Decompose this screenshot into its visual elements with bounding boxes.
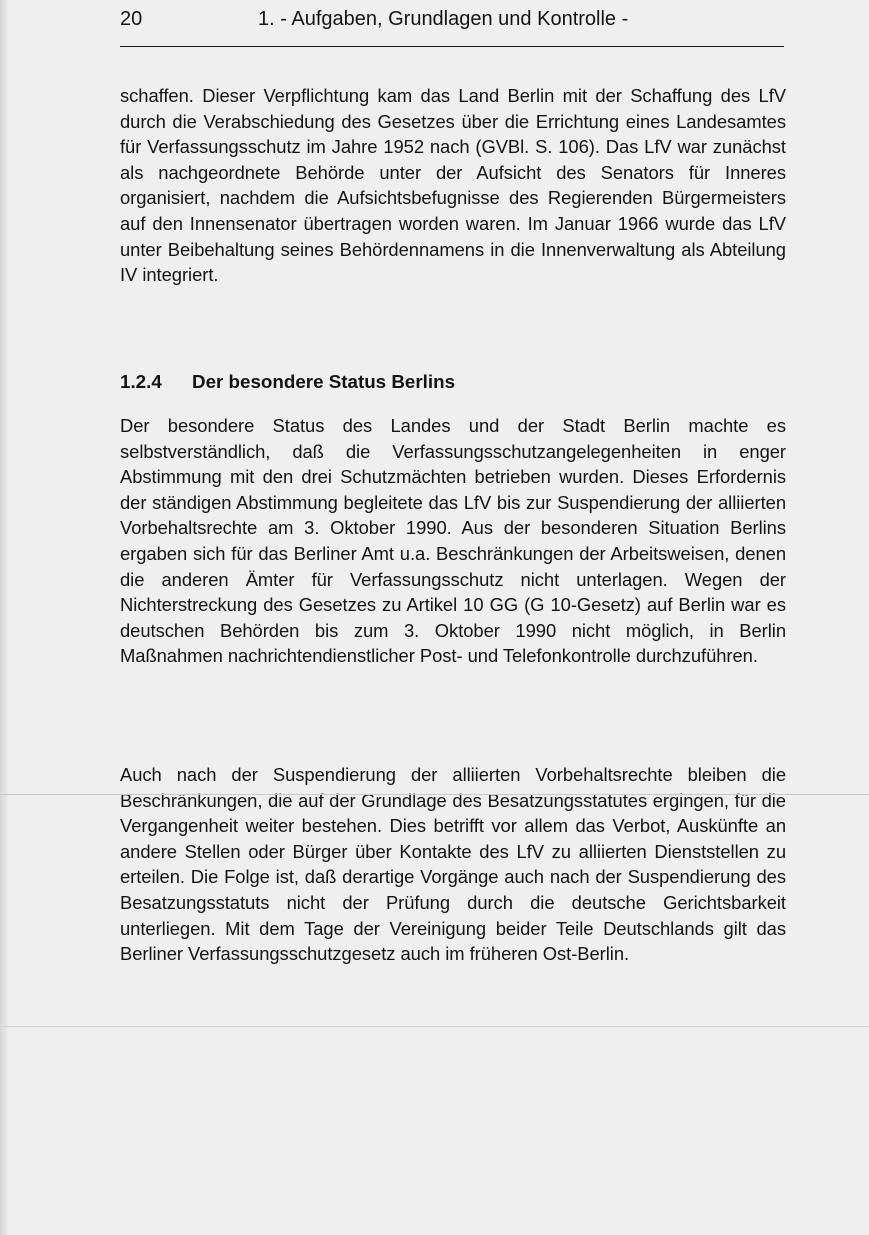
section-number: 1.2.4 xyxy=(120,371,162,392)
running-title: 1. - Aufgaben, Grundlagen und Kontrolle - xyxy=(258,8,629,30)
paragraph-1: schaffen. Dieser Verpflichtung kam das Land Berlin mit der Schaffung des LfV durch die Verabschiedung des Gesetzes über die Errichtung eines Landesamtes für Verfassungsschutz im Jahre 1952 nach (GVBl. S. 106). Das LfV war zunächst als nachgeordnete Behörde unter der Aufsicht des Senators für Inneres organisiert, nachdem die Aufsichtsbefugnisse des Regierenden Bürgermeisters auf den Innensenator übertragen worden waren. Im Januar 1966 wurde das LfV unter Beibehaltung seines Behördennamens in die Innenverwaltung als Abteilung IV integriert. xyxy=(120,85,786,286)
section-title: Der besondere Status Berlins xyxy=(192,371,456,392)
paragraph-3: Auch nach der Suspendierung der alliierten Vorbehaltsrechte bleiben die Beschränkungen, die auf der Grundlage des Besatzungsstatutes ergingen, für die Vergangenheit weiter bestehen. Dies betrifft vor allem das Verbot, Auskünfte an andere Stellen oder Bürger über Kontakte des LfV zu alliierten Dienststellen zu erteilen. Die Folge ist, daß derartige Vorgänge auch nach der Suspendierung des Besatzungsstatuts nicht der Prüfung durch die deutsche Gerichtsbarkeit unterliegen. Mit dem Tage der Vereinigung beider Teile Deutschlands gilt das Berliner Verfassungsschutzgesetz auch im früheren Ost-Berlin. xyxy=(120,764,786,965)
header-rule xyxy=(120,46,784,47)
page-number: 20 xyxy=(120,8,143,30)
section-heading xyxy=(120,369,786,395)
paragraph-2: Der besondere Status des Landes und der Stadt Berlin machte es selbstverständlich, daß die Verfassungsschutzangelegenheiten in enger Abstimmung mit den drei Schutzmächten betrieben wurden. Dieses Erfordernis der ständigen Abstimmung begleitete das LfV bis zur Suspendierung der alliierten Vorbehaltsrechte am 3. Oktober 1990. Aus der besonderen Situation Berlins ergaben sich für das Berliner Amt u.a. Beschränkungen der Arbeitsweisen, denen die anderen Ämter für Verfassungsschutz nicht unterlagen. Wegen der Nichterstreckung des Gesetzes zu Artikel 10 GG (G 10-Gesetz) auf Berlin war es deutschen Behörden bis zum 3. Oktober 1990 nicht möglich, in Berlin Maßnahmen nachrichtendienstlicher Post- und Telefonkontrolle durchzuführen. xyxy=(120,415,786,667)
scan-edge-shadow xyxy=(0,0,8,1235)
page-header xyxy=(120,6,784,36)
scan-fold-line xyxy=(0,794,869,795)
scan-fold-line xyxy=(0,1026,869,1027)
